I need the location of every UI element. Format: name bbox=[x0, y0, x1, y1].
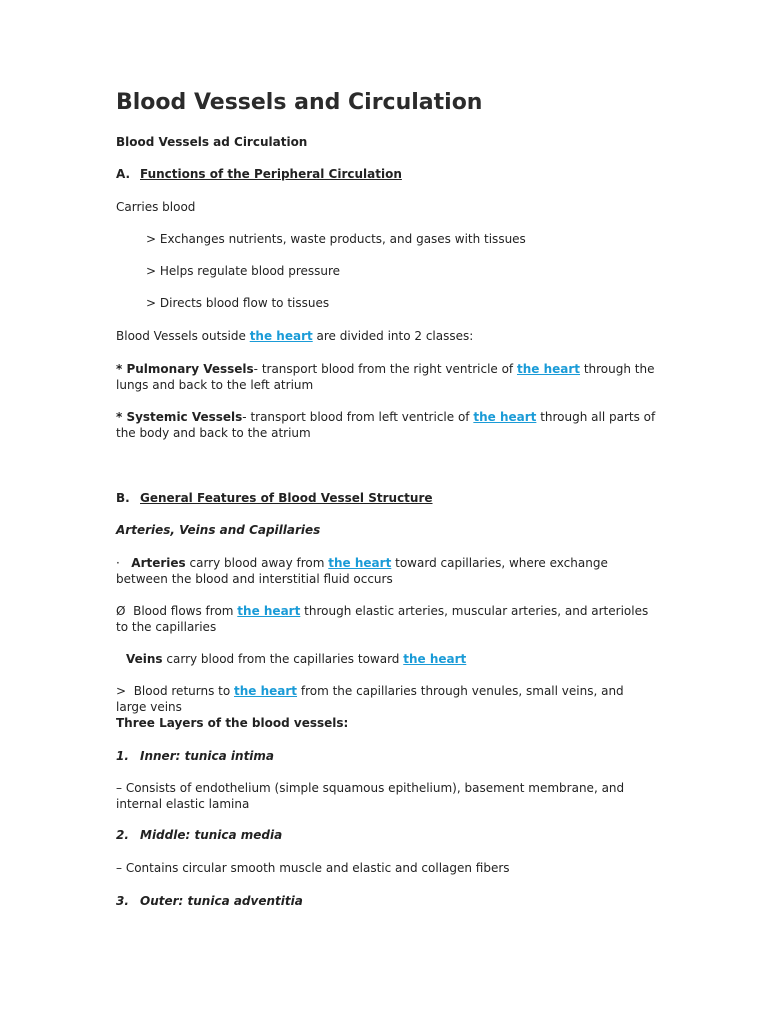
systemic-vessels-label: * Systemic Vessels bbox=[116, 410, 243, 424]
text-segment: through the lungs and back to the left atrium bbox=[116, 362, 655, 392]
section-a-intro: Carries blood bbox=[116, 200, 196, 214]
arteries-label: Arteries bbox=[131, 556, 186, 570]
bullet-dot: · bbox=[116, 556, 120, 570]
section-b-title: General Features of Blood Vessel Structure bbox=[140, 491, 433, 505]
layer-2-text: Middle: tunica media bbox=[140, 828, 283, 842]
layer-3-heading bbox=[116, 893, 656, 909]
veins-paragraph bbox=[126, 651, 666, 667]
blood-returns-paragraph bbox=[116, 683, 656, 715]
layer-1-number: 1. bbox=[116, 749, 129, 763]
the-heart-link[interactable]: the heart bbox=[328, 556, 392, 570]
arteries-paragraph bbox=[116, 555, 656, 587]
the-heart-link[interactable]: the heart bbox=[403, 652, 467, 666]
layer-3-text: Outer: tunica adventitia bbox=[140, 894, 303, 908]
text-segment: Blood Vessels outside bbox=[116, 329, 250, 343]
layers-heading: Three Layers of the blood vessels: bbox=[116, 716, 349, 730]
layer-1-heading bbox=[116, 748, 656, 764]
text-segment: carry blood from the capillaries toward bbox=[162, 652, 404, 666]
layer-1-description: – Consists of endothelium (simple squamous epithelium), basement membrane, and internal elastic lamina bbox=[116, 781, 625, 811]
document-subtitle: Blood Vessels ad Circulation bbox=[116, 135, 308, 149]
text-segment: toward capillaries, where exchange between the blood and interstitial fluid occurs bbox=[116, 556, 608, 586]
the-heart-link[interactable]: the heart bbox=[234, 684, 298, 698]
text-segment: - transport blood from the right ventricle of bbox=[253, 362, 517, 376]
layer-3-number: 3. bbox=[116, 894, 129, 908]
section-a-number: A. bbox=[116, 167, 131, 181]
text-segment: through all parts of the body and back to the atrium bbox=[116, 410, 656, 440]
document-title: Blood Vessels and Circulation bbox=[116, 90, 483, 115]
text-segment: carry blood away from bbox=[185, 556, 329, 570]
the-heart-link[interactable]: the heart bbox=[473, 410, 537, 424]
text-segment: are divided into 2 classes: bbox=[312, 329, 474, 343]
layer-2-description: – Contains circular smooth muscle and elastic and collagen fibers bbox=[116, 861, 510, 875]
text-segment: from the capillaries through venules, small veins, and large veins bbox=[116, 684, 624, 714]
section-b-subheading: Arteries, Veins and Capillaries bbox=[116, 523, 321, 537]
blood-flows-paragraph bbox=[116, 603, 656, 635]
systemic-vessels-paragraph bbox=[116, 409, 656, 441]
text-segment: - transport blood from left ventricle of bbox=[242, 410, 474, 424]
section-a-heading bbox=[116, 166, 656, 182]
section-a-title: Functions of the Peripheral Circulation bbox=[140, 167, 402, 181]
bullet-marker: Ø bbox=[116, 604, 126, 618]
layer-2-number: 2. bbox=[116, 828, 129, 842]
text-segment: Blood flows from bbox=[133, 604, 238, 618]
the-heart-link[interactable]: the heart bbox=[516, 362, 581, 376]
text-segment: Blood returns to bbox=[133, 684, 235, 698]
the-heart-link[interactable]: the heart bbox=[249, 329, 313, 343]
section-b-heading bbox=[116, 490, 656, 506]
vessels-outside-paragraph bbox=[116, 328, 656, 344]
section-b-number: B. bbox=[116, 491, 130, 505]
layer-1-text: Inner: tunica intima bbox=[140, 749, 275, 763]
bullet-directs: > Directs blood flow to tissues bbox=[146, 296, 330, 310]
bullet-regulate: > Helps regulate blood pressure bbox=[146, 264, 341, 278]
the-heart-link[interactable]: the heart bbox=[237, 604, 301, 618]
bullet-marker: > bbox=[116, 684, 127, 698]
pulmonary-vessels-label: * Pulmonary Vessels bbox=[116, 362, 254, 376]
veins-label: Veins bbox=[126, 652, 163, 666]
pulmonary-vessels-paragraph bbox=[116, 361, 656, 393]
text-segment: through elastic arteries, muscular arteries, and arterioles to the capillaries bbox=[116, 604, 649, 634]
layer-2-heading bbox=[116, 827, 656, 843]
bullet-exchanges: > Exchanges nutrients, waste products, and gases with tissues bbox=[146, 232, 526, 246]
